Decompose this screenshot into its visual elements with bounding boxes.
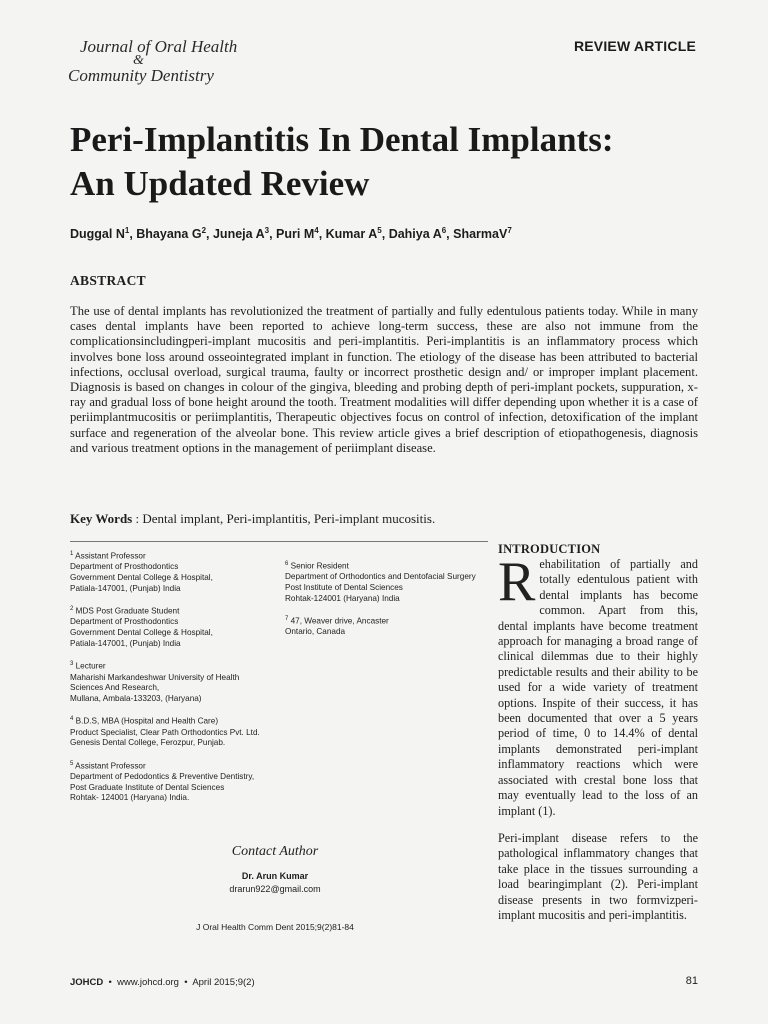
affiliation-line xyxy=(70,772,280,783)
affiliation-text: Ontario, Canada xyxy=(285,627,346,637)
abstract-text: The use of dental implants has revolutionized the treatment of partially and fully edentulous patients today. While in many cases dental implants have been reported to achieve long-term success, these are also not immune from the complicationsincludingperi-implant mucositis and peri-implantitis. Peri-implantitis is an inflammatory process which involves bone loss around osseointegrated implant in function. The etiology of the disease has been attributed to bacterial infections, occlusal overload, surgical trauma, faulty or incorrect prosthetic design and/ or improper implant placement. Diagnosis is based on changes in colour of the gingiva, bleeding and probing depth of peri-implant pockets, suppuration, x-ray and gradual loss of bone height around the tooth. Treatment modalities will differ depending upon whether it is a case of periimplantmucositis or periimplantitis, Therapeutic objectives focus on control of infection, detoxification of the implant surface and regeneration of the alveolar bone. This review article gives a brief description of etiopathogenesis, diagnosis and various treatment options in the management of periimplant disease. xyxy=(70,304,698,455)
affiliation-text: Sciences And Research, xyxy=(70,683,160,693)
affiliation-line xyxy=(70,738,280,749)
affiliation-number: 2 xyxy=(70,606,74,613)
citation: J Oral Health Comm Dent 2015;9(2)81-84 xyxy=(196,922,354,932)
page-footer xyxy=(70,977,698,988)
affiliation-line xyxy=(70,714,280,727)
affiliation-line xyxy=(70,573,280,584)
affiliation-line xyxy=(70,562,280,573)
author-affiliation-number: 7 xyxy=(507,226,512,235)
journal-name-ampersand: & xyxy=(133,53,144,68)
author-name: Puri M xyxy=(276,227,315,242)
drop-cap: R xyxy=(498,551,536,613)
title-line2: An Updated Review xyxy=(70,164,370,203)
affiliation-text: Patiala-147001, (Punjab) India xyxy=(70,638,181,648)
author-name: Juneja A xyxy=(212,227,265,242)
contact-author-email[interactable]: drarun922@gmail.com xyxy=(229,884,321,894)
affiliations-divider xyxy=(70,541,488,542)
affiliation-line xyxy=(70,639,280,650)
author-affiliation-number: 4 xyxy=(314,226,319,235)
affiliation-line xyxy=(70,728,280,739)
affiliation-text: Genesis Dental College, Ferozpur, Punjab. xyxy=(70,738,226,748)
footer-website[interactable]: www.johcd.org xyxy=(117,977,179,988)
affiliation-block xyxy=(285,614,490,638)
affiliation-line xyxy=(70,584,280,595)
journal-name-line1: Journal of Oral Health xyxy=(80,37,238,56)
introduction-paragraph-1 xyxy=(498,551,698,819)
affiliation-text: Post Graduate Institute of Dental Sciences xyxy=(70,782,225,792)
affiliation-block xyxy=(70,604,280,649)
affiliation-block xyxy=(285,559,490,604)
keywords-label: Key Words xyxy=(70,511,133,526)
affiliation-line xyxy=(70,673,280,684)
affiliation-line xyxy=(70,694,280,705)
affiliation-line xyxy=(70,628,280,639)
article-title xyxy=(70,118,710,206)
affiliation-line xyxy=(70,783,280,794)
affiliation-text: Department of Pedodontics & Preventive Dentistry, xyxy=(70,772,255,782)
affiliation-text: Lecturer xyxy=(75,661,106,671)
introduction-paragraph-1-text: ehabilitation of partially and totally edentulous patient with dental implants has become common. Apart from this, dental implants have become treatment approach for managing a broad range of clinical dilemmas due to their highly predictable results and their ability to be used for a wide variety of treatment options. Inspite of their success, it has been documented that over a 5 years period of time, 0 to 14.4% of dental implants demonstrated peri-implant inflammatory reactions which were associated with crestal bone loss that may eventually lead to the loss of an implant (1). xyxy=(498,557,698,818)
keywords xyxy=(70,511,698,527)
author-name: Kumar A xyxy=(325,227,378,242)
author-name: SharmaV xyxy=(453,227,508,242)
affiliation-line xyxy=(70,617,280,628)
author-list: Duggal $N^1$, Bhayana $G^2$, Juneja $A^3$, Puri $M^4$, Kumar $A^5$, Dahiya $A^6$, SharmaV$^7$ xyxy=(70,226,512,242)
affiliation-block xyxy=(70,659,280,704)
affiliation-line xyxy=(285,594,490,605)
author-affiliation-number: 1 xyxy=(124,226,130,235)
footer-issue: April 2015;9(2) xyxy=(192,977,255,988)
author-name: Dahiya A xyxy=(388,227,442,242)
affiliation-text: Patiala-147001, (Punjab) India xyxy=(70,583,181,593)
journal-name-line2: Community Dentistry xyxy=(68,66,214,85)
author-name: Duggal N xyxy=(70,227,125,242)
affiliation-number: 4 xyxy=(70,716,74,723)
page-number: 81 xyxy=(685,975,698,987)
affiliation-line xyxy=(285,572,490,583)
affiliation-line xyxy=(285,614,490,627)
introduction-heading: INTRODUCTION xyxy=(498,542,601,556)
affiliation-number: 5 xyxy=(70,760,74,767)
affiliation-text: 47, Weaver drive, Ancaster xyxy=(290,616,389,626)
affiliation-text: Rohtak- 124001 (Haryana) India. xyxy=(70,793,190,803)
affiliation-number: 6 xyxy=(285,561,289,567)
journal-logo xyxy=(68,38,268,84)
affiliation-line xyxy=(70,549,280,562)
footer-bullet-2: • xyxy=(184,977,188,988)
affiliation-block xyxy=(70,759,280,804)
author-name: Bhayana G xyxy=(136,227,202,242)
affiliation-text: Department of Prosthodontics xyxy=(70,562,179,572)
affiliation-block xyxy=(70,549,280,594)
keywords-text: Dental implant, Peri-implantitis, Peri-implant mucositis. xyxy=(142,511,436,526)
footer-journal-abbr: JOHCD xyxy=(70,977,104,988)
contact-author-name: Dr. Arun Kumar xyxy=(241,871,309,881)
affiliation-line xyxy=(70,604,280,617)
affiliation-text: Senior Resident xyxy=(290,561,349,571)
author-affiliation-number: 2 xyxy=(201,226,207,235)
affiliation-block xyxy=(70,714,280,749)
affiliations-right xyxy=(285,559,490,648)
abstract-heading: ABSTRACT xyxy=(70,273,146,288)
affiliation-line xyxy=(70,759,280,772)
affiliations-left xyxy=(70,549,280,814)
author-affiliation-number: 3 xyxy=(264,226,270,235)
affiliation-line xyxy=(70,793,280,804)
affiliation-text: MDS Post Graduate Student xyxy=(75,606,180,616)
author-affiliation-number: 5 xyxy=(377,226,382,235)
keywords-separator: : xyxy=(132,511,143,526)
title-line1: Peri-Implantitis In Dental Implants: xyxy=(70,120,614,159)
affiliation-text: Assistant Professor xyxy=(75,551,146,561)
affiliation-number: 3 xyxy=(70,661,74,668)
introduction-body xyxy=(498,551,698,923)
affiliation-line xyxy=(70,659,280,672)
article-type-label: REVIEW ARTICLE xyxy=(573,38,696,54)
affiliation-text: B.D.S, MBA (Hospital and Health Care) xyxy=(75,717,219,727)
affiliation-text: Assistant Professor xyxy=(75,761,146,771)
affiliation-text: Department of Orthodontics and Dentofacial Surgery xyxy=(285,572,476,582)
affiliation-line xyxy=(70,683,280,694)
affiliation-number: 1 xyxy=(70,551,74,557)
affiliation-text: Rohtak-124001 (Haryana) India xyxy=(285,593,400,603)
affiliation-line xyxy=(285,627,490,638)
affiliation-text: Government Dental College & Hospital, xyxy=(70,628,213,638)
author-affiliation-number: 6 xyxy=(441,226,447,235)
affiliation-text: Mullana, Ambala-133203, (Haryana) xyxy=(70,693,202,703)
affiliation-number: 7 xyxy=(285,616,289,623)
affiliation-text: Department of Prosthodontics xyxy=(70,617,179,627)
affiliation-line xyxy=(285,583,490,594)
affiliation-text: Post Institute of Dental Sciences xyxy=(285,582,403,592)
introduction-paragraph-2: Peri-implant disease refers to the pathological inflammatory changes that take place in the tissues surrounding a load bearingimplant (2). Peri-implant disease presents in two formvizperi-implant mucositis and peri-implantitis. xyxy=(498,830,698,922)
footer-bullet-1: • xyxy=(108,977,112,988)
affiliation-text: Government Dental College & Hospital, xyxy=(70,572,213,582)
affiliation-text: Product Specialist, Clear Path Orthodontics Pvt. Ltd. xyxy=(70,727,260,737)
contact-author-heading: Contact Author xyxy=(231,844,319,859)
affiliation-text: Maharishi Markandeshwar University of Health xyxy=(70,672,240,682)
affiliation-line xyxy=(285,559,490,572)
